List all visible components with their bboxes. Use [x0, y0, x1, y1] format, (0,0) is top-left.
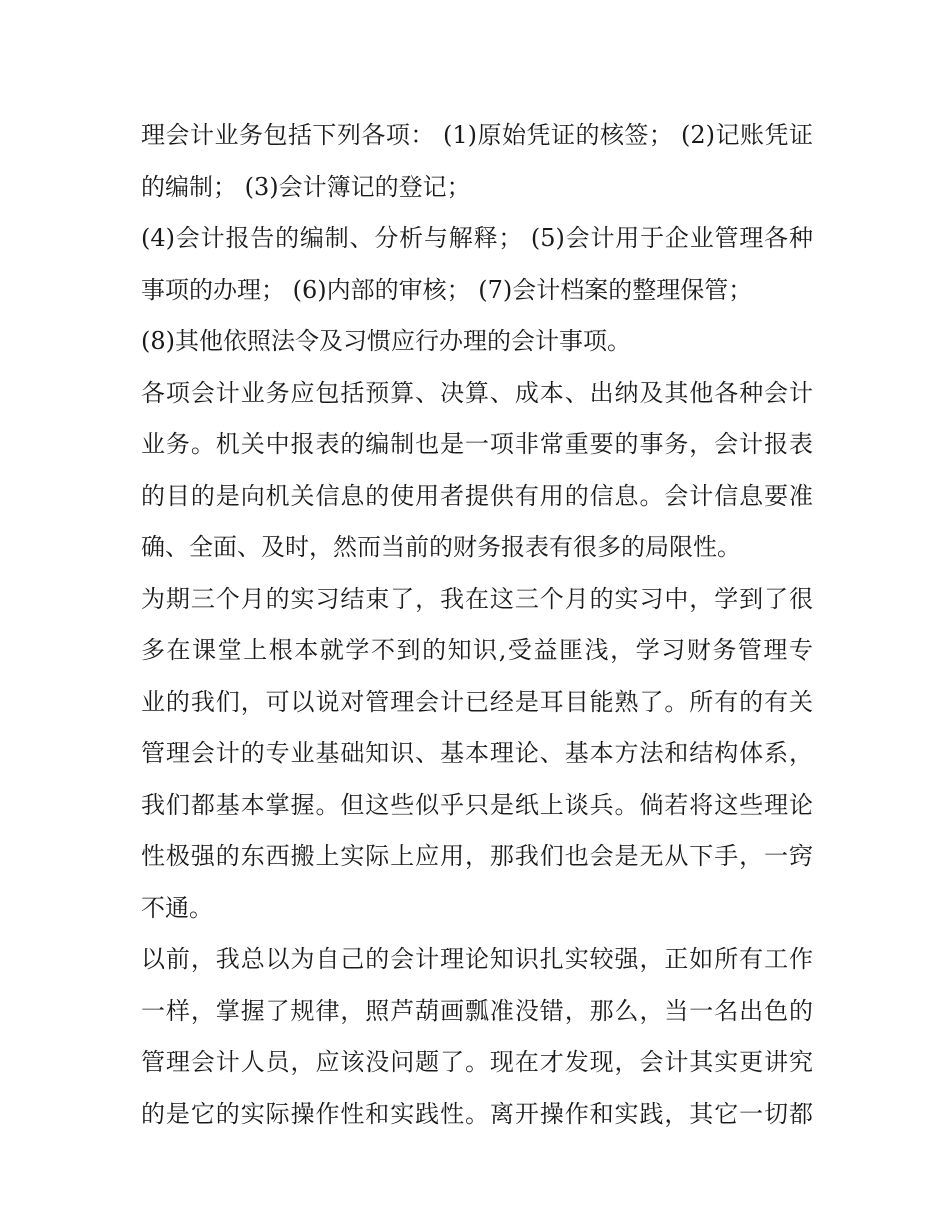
text-line: 事项的办理； (6)内部的审核； (7)会计档案的整理保管； — [141, 275, 753, 304]
text-line: 一样，掌握了规律，照芦葫画瓢准没错，那么，当一名出色的 — [141, 996, 813, 1025]
text-line: 多在课堂上根本就学不到的知识,受益匪浅，学习财务管理专 — [141, 636, 813, 664]
text-line: 性极强的东西搬上实际上应用，那我们也会是无从下手，一窍 — [141, 842, 813, 870]
text-line: 的编制； (3)会计簿记的登记； — [141, 172, 471, 201]
text-line: 的目的是向机关信息的使用者提供有用的信息。会计信息要准 — [141, 481, 813, 510]
text-line: (4)会计报告的编制、分析与解释； (5)会计用于企业管理各种 — [141, 224, 813, 252]
text-line: 管理会计人员，应该没问题了。现在才发现，会计其实更讲究 — [141, 1048, 813, 1076]
text-line: 管理会计的专业基础知识、基本理论、基本方法和结构体系， — [141, 739, 813, 767]
text-line: 以前，我总以为自己的会计理论知识扎实较强，正如所有工作 — [141, 945, 813, 973]
text-line: 业的我们，可以说对管理会计已经是耳目能熟了。所有的有关 — [141, 687, 813, 716]
text-line: (8)其他依照法令及习惯应行办理的会计事项。 — [141, 327, 631, 355]
text-line: 我们都基本掌握。但这些似乎只是纸上谈兵。倘若将这些理论 — [141, 790, 813, 819]
text-line: 不通。 — [141, 893, 213, 922]
text-line: 各项会计业务应包括预算、决算、成本、出纳及其他各种会计 — [141, 378, 813, 407]
text-line: 的是它的实际操作性和实践性。离开操作和实践，其它一切都 — [141, 1099, 813, 1128]
text-line: 为期三个月的实习结束了，我在这三个月的实习中，学到了很 — [141, 584, 813, 613]
body-text — [141, 110, 813, 1140]
text-line: 确、全面、及时，然而当前的财务报表有很多的局限性。 — [141, 533, 741, 561]
text-line: 理会计业务包括下列各项： (1)原始凭证的核签； (2)记账凭证 — [141, 121, 813, 149]
text-line: 业务。机关中报表的编制也是一项非常重要的事务，会计报表 — [141, 430, 813, 458]
